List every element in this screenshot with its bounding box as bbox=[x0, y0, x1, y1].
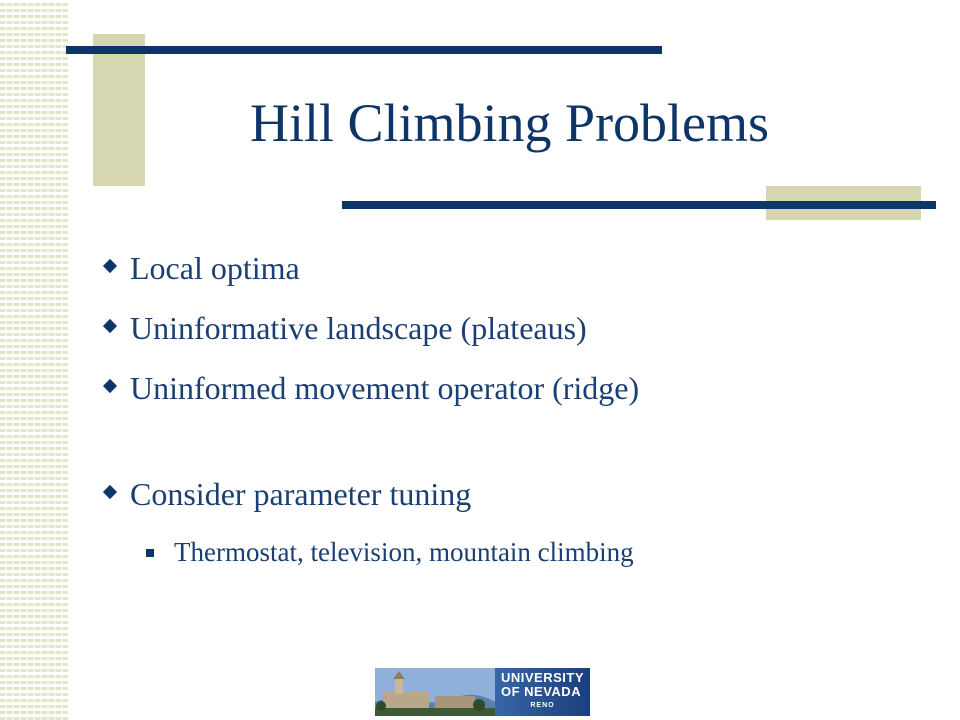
tan-accent-block-top bbox=[93, 34, 145, 186]
bullet-label: Consider parameter tuning bbox=[130, 476, 472, 512]
spacer bbox=[100, 426, 940, 472]
diamond-bullet-icon bbox=[103, 259, 117, 273]
logo-line-reno: RENO bbox=[530, 702, 555, 709]
logo-wordmark bbox=[501, 671, 584, 713]
diamond-bullet-icon bbox=[103, 485, 117, 499]
university-logo bbox=[375, 668, 590, 716]
bullet-label: Local optima bbox=[130, 250, 300, 286]
bullet-item bbox=[100, 246, 940, 306]
diamond-bullet-icon bbox=[103, 379, 117, 393]
navy-rule-top bbox=[66, 46, 662, 54]
bullet-item bbox=[100, 366, 940, 426]
slide-title: Hill Climbing Problems bbox=[250, 93, 770, 153]
sub-bullet-item bbox=[146, 532, 940, 572]
bullet-label: Uninformative landscape (plateaus) bbox=[130, 310, 587, 346]
logo-line-university: UNIVERSITY bbox=[500, 670, 584, 685]
diamond-bullet-icon bbox=[103, 319, 117, 333]
navy-rule-bottom bbox=[342, 201, 936, 209]
sub-bullet-label: Thermostat, television, mountain climbing bbox=[174, 537, 634, 567]
bullet-list bbox=[100, 246, 940, 572]
bullet-label: Uninformed movement operator (ridge) bbox=[130, 370, 640, 406]
campus-building-icon bbox=[375, 668, 495, 716]
left-striped-border bbox=[0, 0, 68, 720]
bullet-item bbox=[100, 472, 940, 532]
square-bullet-icon bbox=[146, 549, 154, 557]
logo-line-of-nevada: OF NEVADA bbox=[500, 684, 582, 699]
bullet-item bbox=[100, 306, 940, 366]
